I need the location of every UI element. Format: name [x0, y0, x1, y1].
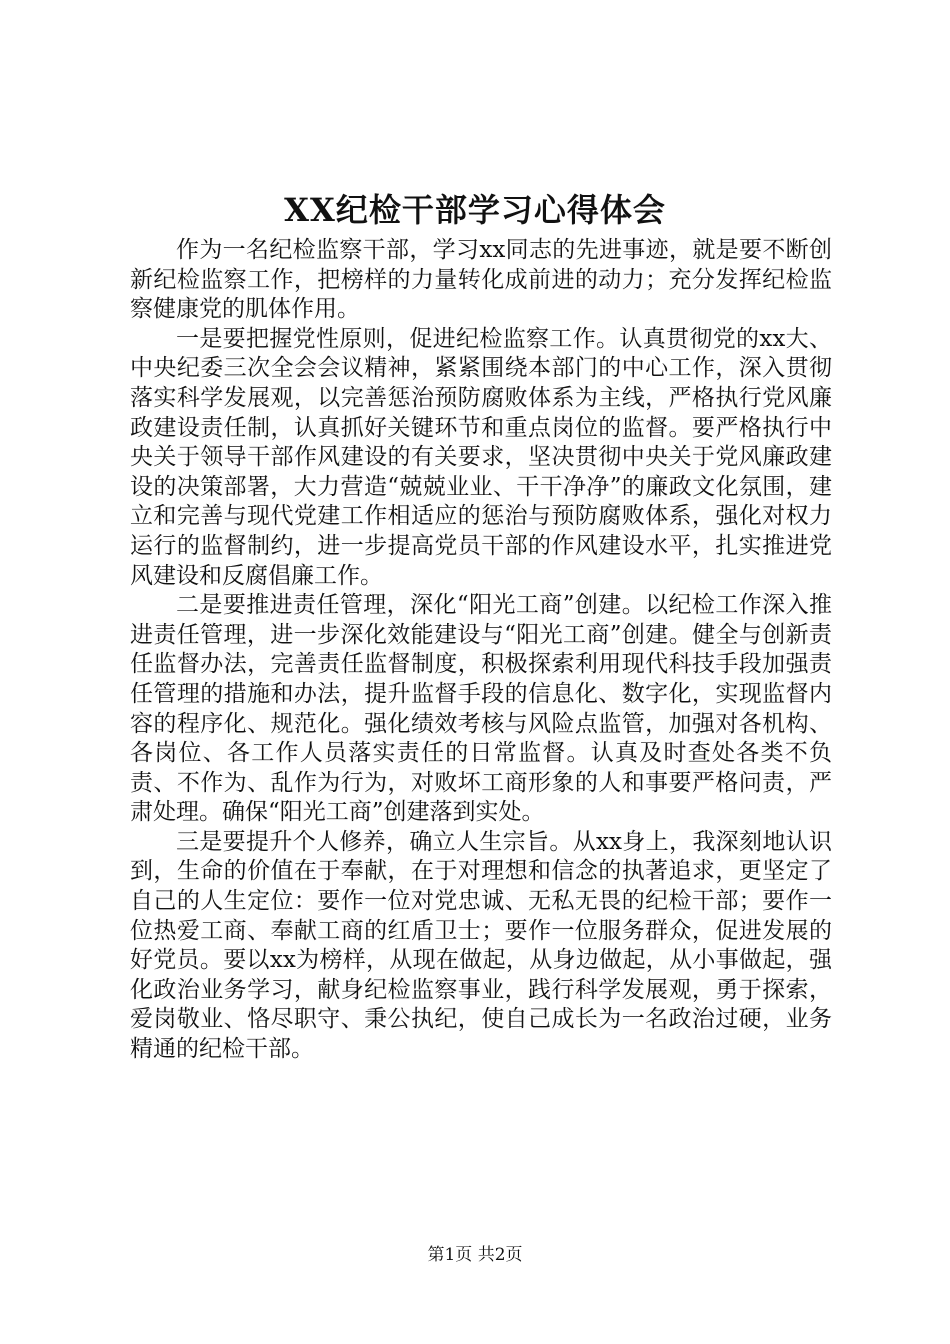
paragraph-intro: 作为一名纪检监察干部，学习xx同志的先进事迹，就是要不断创新纪检监察工作，把榜样的力量转化成前进的动力；充分发挥纪检监察健康党的肌体作用。: [130, 237, 832, 323]
page-number-footer: 第1页 共2页: [427, 1245, 523, 1265]
document-body: [130, 236, 832, 1065]
document-title: XX纪检干部学习心得体会: [284, 191, 666, 229]
paragraph-point-three: 三是要提升个人修养，确立人生宗旨。从xx身上，我深刻地认识到，生命的价值在于奉献，在于对理想和信念的执著追求，更坚定了自己的人生定位：要作一位对党忠诚、无私无畏的纪检干部；要作一位热爱工商、奉献工商的红盾卫士；要作一位服务群众，促进发展的好党员。要以xx为榜样，从现在做起，从身边做起，从小事做起，强化政治业务学习，献身纪检监察事业，践行科学发展观，勇于探索，爱岗敬业、恪尽职守、秉公执纪，使自己成长为一名政治过硬，业务精通的纪检干部。: [130, 828, 832, 1063]
paragraph-point-two: 二是要推进责任管理，深化“阳光工商”创建。以纪检工作深入推进责任管理，进一步深化效能建设与“阳光工商”创建。健全与创新责任监督办法，完善责任监督制度，积极探索利用现代科技手段加强责任管理的措施和办法，提升监督手段的信息化、数字化，实现监督内容的程序化、规范化。强化绩效考核与风险点监管，加强对各机构、各岗位、各工作人员落实责任的日常监督。认真及时查处各类不负责、不作为、乱作为行为，对败坏工商形象的人和事要严格问责，严肃处理。确保“阳光工商”创建落到实处。: [130, 592, 832, 826]
paragraph-point-one: 一是要把握党性原则，促进纪检监察工作。认真贯彻党的xx大、中央纪委三次全会会议精神，紧紧围绕本部门的中心工作，深入贯彻落实科学发展观，以完善惩治预防腐败体系为主线，严格执行党风廉政建设责任制，认真抓好关键环节和重点岗位的监督。要严格执行中央关于领导干部作风建设的有关要求，坚决贯彻中央关于党风廉政建设的决策部署，大力营造“兢兢业业、干干净净”的廉政文化氛围，建立和完善与现代党建工作相适应的惩治与预防腐败体系，强化对权力运行的监督制约，进一步提高党员干部的作风建设水平，扎实推进党风建设和反腐倡廉工作。: [130, 325, 832, 589]
